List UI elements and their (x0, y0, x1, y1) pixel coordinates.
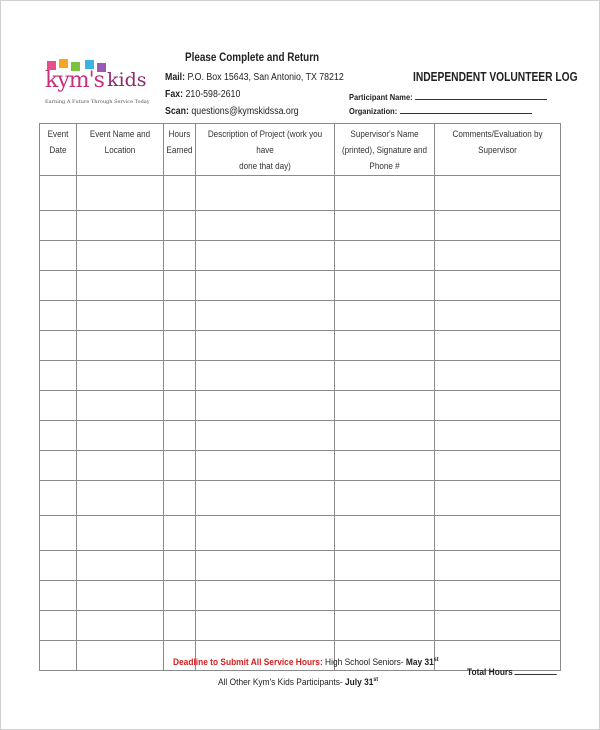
mail-value: P.O. Box 15643, San Antonio, TX 78212 (187, 72, 344, 83)
table-row (40, 391, 561, 421)
table-cell[interactable] (435, 581, 561, 611)
table-cell[interactable] (196, 271, 335, 301)
column-header-supervisor: Supervisor's Name (printed), Signature and Phone # (335, 124, 435, 176)
table-cell[interactable] (77, 641, 164, 671)
table-cell[interactable] (77, 611, 164, 641)
table-cell[interactable] (40, 241, 77, 271)
others-text: All Other Kym's Kids Participants- (218, 677, 346, 689)
table-cell[interactable] (77, 271, 164, 301)
column-header-hours-earned: Hours Earned (164, 124, 196, 176)
table-cell[interactable] (196, 176, 335, 211)
participant-name-field[interactable] (349, 91, 547, 102)
table-row (40, 361, 561, 391)
table-cell[interactable] (335, 551, 435, 581)
seniors-text: High School Seniors- (322, 657, 406, 669)
table-cell[interactable] (196, 581, 335, 611)
participant-name-label: Participant Name: (349, 92, 413, 102)
table-cell[interactable] (196, 551, 335, 581)
table-cell[interactable] (40, 211, 77, 241)
table-cell[interactable] (335, 581, 435, 611)
table-cell[interactable] (335, 391, 435, 421)
table-row (40, 581, 561, 611)
table-row (40, 551, 561, 581)
table-header-row (40, 124, 561, 176)
others-date-suffix: st (373, 677, 379, 683)
seniors-date-suffix: st (433, 657, 439, 663)
column-header-description: Description of Project (work you have done that day) (196, 124, 335, 176)
table-cell[interactable] (164, 241, 196, 271)
column-header-event-date: Event Date (40, 124, 77, 176)
logo-tagline: Earning A Future Through Service Today (45, 99, 150, 105)
table-cell[interactable] (164, 391, 196, 421)
table-cell[interactable] (40, 581, 77, 611)
table-cell[interactable] (435, 176, 561, 211)
others-date: July 31 (345, 677, 374, 689)
document-title: INDEPENDENT VOLUNTEER LOG (413, 70, 578, 84)
table-cell[interactable] (77, 241, 164, 271)
header-title: Please Complete and Return (185, 52, 320, 64)
table-cell[interactable] (40, 451, 77, 481)
table-row (40, 271, 561, 301)
organization-blank[interactable] (400, 105, 532, 114)
table-row (40, 211, 561, 241)
table-row (40, 481, 561, 516)
table-cell[interactable] (335, 301, 435, 331)
table-cell[interactable] (77, 551, 164, 581)
deadline-line (173, 657, 439, 668)
table-cell[interactable] (335, 241, 435, 271)
table-cell[interactable] (435, 361, 561, 391)
table-cell[interactable] (196, 331, 335, 361)
fax-label: Fax: (165, 89, 184, 100)
table-cell[interactable] (435, 421, 561, 451)
table-cell[interactable] (164, 516, 196, 551)
table-cell[interactable] (40, 641, 77, 671)
table-cell[interactable] (335, 516, 435, 551)
organization-field[interactable] (349, 105, 532, 116)
table-cell[interactable] (164, 331, 196, 361)
table-cell[interactable] (40, 481, 77, 516)
table-cell[interactable] (335, 271, 435, 301)
table-cell[interactable] (435, 551, 561, 581)
table-cell[interactable] (77, 331, 164, 361)
logo-text-kyms: kym's (45, 68, 104, 93)
table-cell[interactable] (335, 611, 435, 641)
table-body (40, 176, 561, 671)
column-header-comments: Comments/Evaluation by Supervisor (435, 124, 561, 176)
table-cell[interactable] (435, 611, 561, 641)
table-cell[interactable] (435, 241, 561, 271)
table-cell[interactable] (164, 301, 196, 331)
volunteer-log-table (39, 123, 561, 671)
table-row (40, 301, 561, 331)
table-row (40, 331, 561, 361)
table-cell[interactable] (435, 271, 561, 301)
table-cell[interactable] (77, 301, 164, 331)
table-cell[interactable] (335, 176, 435, 211)
table-row (40, 611, 561, 641)
table-row (40, 516, 561, 551)
others-deadline-line (218, 677, 378, 688)
table-row (40, 176, 561, 211)
table-cell[interactable] (40, 361, 77, 391)
table-cell[interactable] (40, 271, 77, 301)
total-hours-blank[interactable] (515, 666, 557, 675)
total-hours-field[interactable] (467, 666, 557, 678)
table-cell[interactable] (435, 451, 561, 481)
table-cell[interactable] (164, 551, 196, 581)
table-cell[interactable] (40, 391, 77, 421)
table-cell[interactable] (196, 421, 335, 451)
table-cell[interactable] (335, 481, 435, 516)
table-cell[interactable] (40, 421, 77, 451)
table-cell[interactable] (435, 516, 561, 551)
table-cell[interactable] (196, 241, 335, 271)
table-cell[interactable] (164, 451, 196, 481)
table-cell[interactable] (164, 211, 196, 241)
table-cell[interactable] (435, 481, 561, 516)
table-cell[interactable] (435, 331, 561, 361)
table-cell[interactable] (77, 421, 164, 451)
table-cell[interactable] (196, 611, 335, 641)
table-cell[interactable] (435, 301, 561, 331)
table-cell[interactable] (335, 451, 435, 481)
table-cell[interactable] (77, 581, 164, 611)
table-cell[interactable] (196, 301, 335, 331)
table-cell[interactable] (40, 301, 77, 331)
scan-value: questions@kymskidssa.org (191, 106, 299, 117)
scan-line (165, 106, 299, 117)
table-cell[interactable] (77, 176, 164, 211)
table-cell[interactable] (77, 391, 164, 421)
table-cell[interactable] (40, 611, 77, 641)
organization-label: Organization: (349, 106, 398, 116)
table-cell[interactable] (164, 271, 196, 301)
table-cell[interactable] (77, 451, 164, 481)
table-cell[interactable] (335, 361, 435, 391)
table-cell[interactable] (77, 516, 164, 551)
mail-label: Mail: (165, 72, 186, 83)
mail-line (165, 72, 344, 83)
logo-text-kids: kids (107, 69, 147, 91)
table-cell[interactable] (196, 481, 335, 516)
table-cell[interactable] (164, 361, 196, 391)
table-cell[interactable] (335, 211, 435, 241)
table-cell[interactable] (164, 581, 196, 611)
table-cell[interactable] (77, 361, 164, 391)
table-cell[interactable] (77, 211, 164, 241)
table-cell[interactable] (40, 516, 77, 551)
fax-value: 210-598-2610 (185, 89, 241, 100)
seniors-date: May 31 (405, 657, 434, 669)
deadline-label: Deadline to Submit All Service Hours: (173, 657, 323, 669)
table-cell[interactable] (164, 481, 196, 516)
column-header-event-name-location: Event Name and Location (77, 124, 164, 176)
table-cell[interactable] (435, 211, 561, 241)
table-cell[interactable] (77, 481, 164, 516)
table-cell[interactable] (335, 331, 435, 361)
table-cell[interactable] (435, 391, 561, 421)
table-cell[interactable] (40, 551, 77, 581)
table-row (40, 241, 561, 271)
table-cell[interactable] (196, 361, 335, 391)
kyms-kids-logo (45, 59, 165, 115)
table-row (40, 421, 561, 451)
scan-label: Scan: (165, 106, 189, 117)
table-cell[interactable] (164, 176, 196, 211)
table-cell[interactable] (196, 211, 335, 241)
table-cell[interactable] (196, 451, 335, 481)
table-cell[interactable] (40, 331, 77, 361)
table-cell[interactable] (335, 421, 435, 451)
participant-name-blank[interactable] (415, 91, 547, 100)
table-row (40, 451, 561, 481)
table-cell[interactable] (40, 176, 77, 211)
table-cell[interactable] (164, 611, 196, 641)
table-cell[interactable] (164, 421, 196, 451)
fax-line (165, 89, 240, 100)
table-cell[interactable] (196, 516, 335, 551)
total-hours-label: Total Hours (467, 667, 513, 678)
table-cell[interactable] (196, 391, 335, 421)
